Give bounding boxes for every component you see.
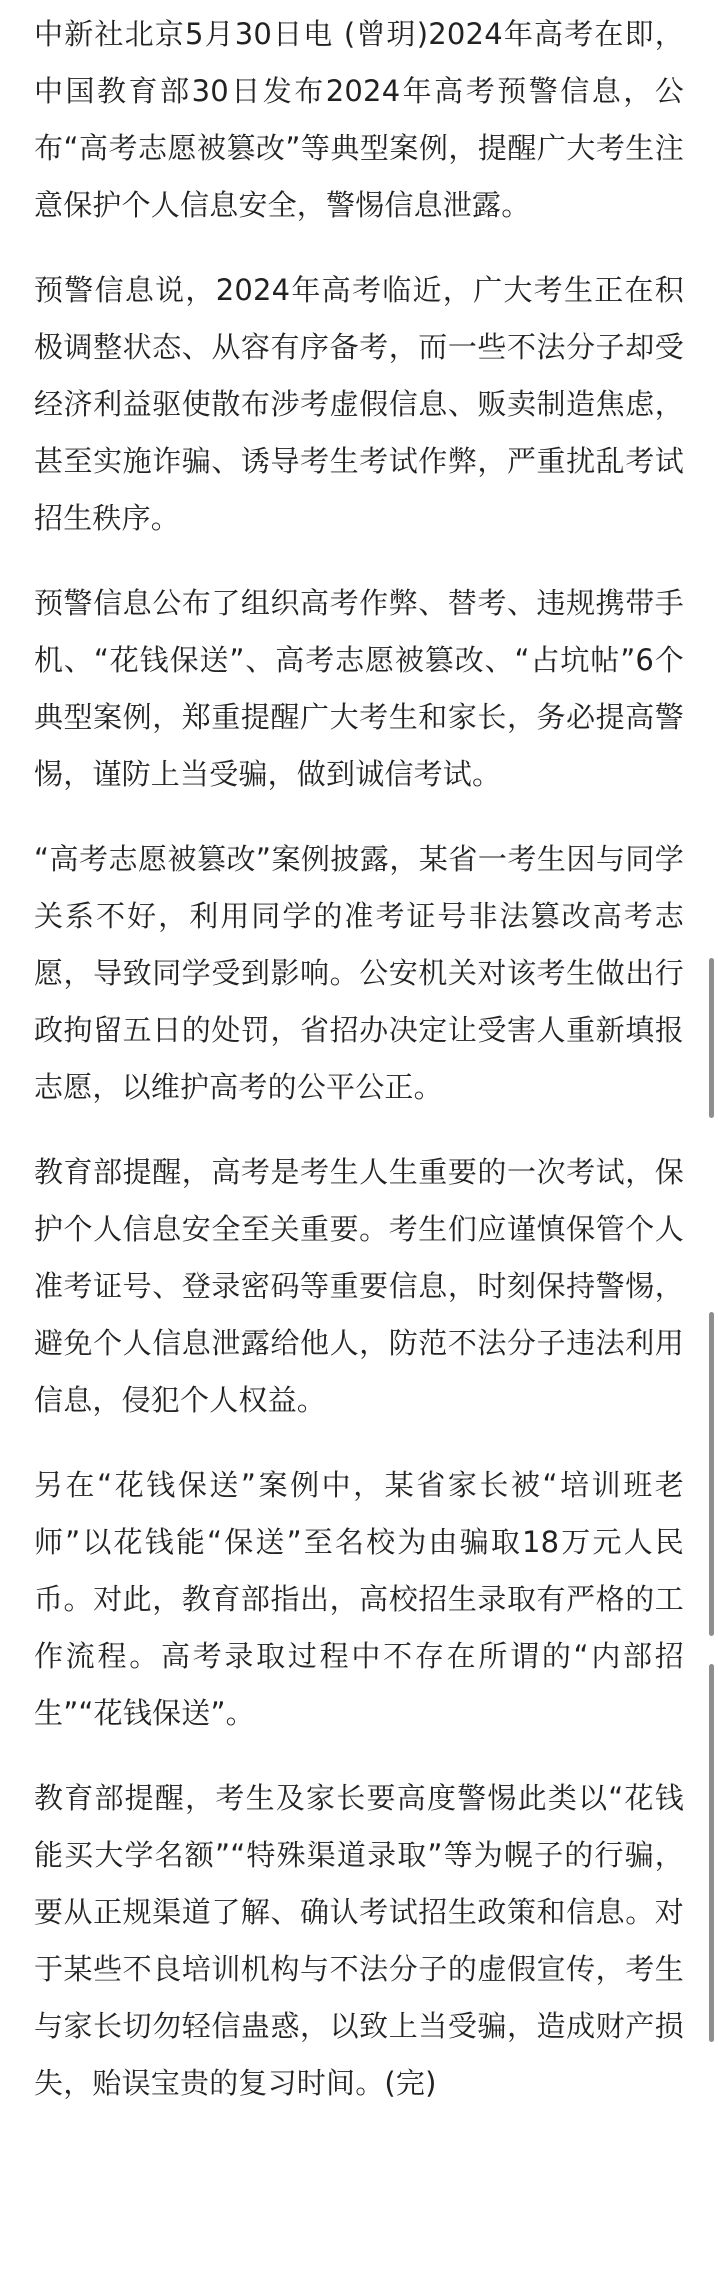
paragraph-3: 预警信息公布了组织高考作弊、替考、违规携带手机、“花钱保送”、高考志愿被篡改、“占坑帖”6个典型案例，郑重提醒广大考生和家长，务必提高警惕，谨防上当受骗，做到诚信考试。 [34, 586, 684, 791]
paragraph-6: 另在“花钱保送”案例中，某省家长被“培训班老师”以花钱能“保送”至名校为由骗取18万元人民币。对此，教育部指出，高校招生录取有严格的工作流程。高考录取过程中不存在所谓的“内部招生”“花钱保送”。 [34, 1468, 684, 1730]
scrollbar-indicator[interactable] [709, 958, 714, 1118]
paragraph-2: 预警信息说，2024年高考临近，广大考生正在积极调整状态、从容有序备考，而一些不法分子却受经济利益驱使散布涉考虚假信息、贩卖制造焦虑，甚至实施诈骗、诱导考生考试作弊，严重扰乱考试招生秩序。 [34, 273, 684, 535]
paragraph-7: 教育部提醒，考生及家长要高度警惕此类以“花钱能买大学名额”“特殊渠道录取”等为幌子的行骗，要从正规渠道了解、确认考试招生政策和信息。对于某些不良培训机构与不法分子的虚假宣传，考生与家长切勿轻信蛊惑，以致上当受骗，造成财产损失，贻误宝贵的复习时间。(完) [34, 1781, 684, 2100]
article-body [34, 6, 684, 2140]
paragraph-1: 中新社北京5月30日电 (曾玥)2024年高考在即，中国教育部30日发布2024年高考预警信息，公布“高考志愿被篡改”等典型案例，提醒广大考生注意保护个人信息安全，警惕信息泄露。 [34, 17, 684, 222]
paragraph-4: “高考志愿被篡改”案例披露，某省一考生因与同学关系不好，利用同学的准考证号非法篡改高考志愿，导致同学受到影响。公安机关对该考生做出行政拘留五日的处罚，省招办决定让受害人重新填报志愿，以维护高考的公平公正。 [34, 842, 684, 1104]
paragraph-5: 教育部提醒，高考是考生人生重要的一次考试，保护个人信息安全至关重要。考生们应谨慎保管个人准考证号、登录密码等重要信息，时刻保持警惕，避免个人信息泄露给他人，防范不法分子违法利用信息，侵犯个人权益。 [34, 1155, 684, 1417]
scrollbar-indicator[interactable] [709, 1312, 714, 1636]
scrollbar-indicator[interactable] [709, 1664, 714, 2042]
